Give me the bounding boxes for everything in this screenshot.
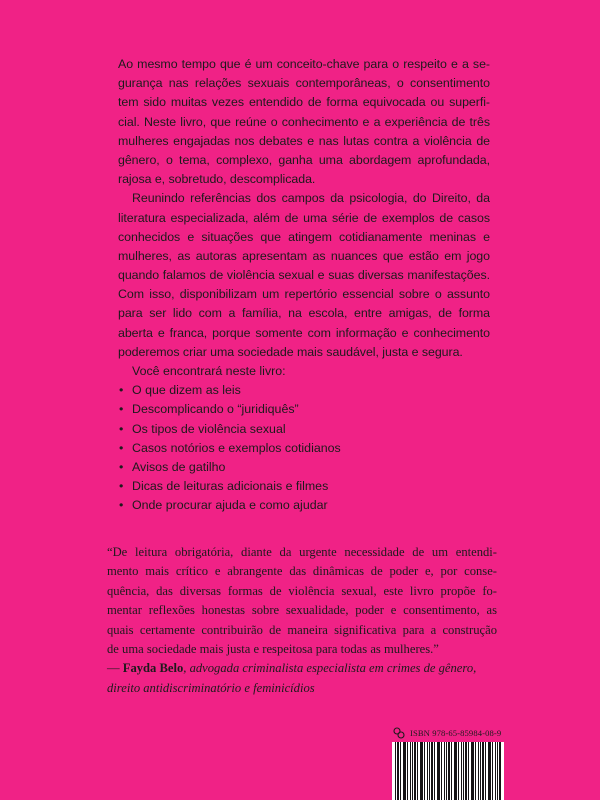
list-item-label: Dicas de leituras adicionais e filmes	[132, 479, 329, 494]
list-item	[118, 420, 490, 439]
paragraph-2-line: aberta e franca, porque somente com informação e conhecimento	[118, 325, 490, 340]
endorsement-quote	[107, 543, 497, 698]
quote-author-role-continued: direito antidiscriminatório e feminicídios	[107, 680, 315, 695]
contents-list-heading: Você encontrará neste livro:	[132, 364, 286, 378]
paragraph-2-line: conhecidos e situações que atingem cotidianamente meninas e	[118, 229, 490, 244]
quote-line: mento mais crítico e abrangente das dinâmicas de poder e, por conse-	[107, 564, 497, 579]
quote-line: “De leitura obrigatória, diante da urgente necessidade de um entendi-	[107, 545, 497, 559]
list-item	[118, 496, 490, 515]
description-text	[118, 55, 490, 362]
list-item	[118, 439, 490, 458]
quote-line: quência, das diversas formas de violência sexual, este livro propõe fo-	[107, 583, 497, 598]
list-item	[118, 400, 490, 419]
paragraph-1-line: rajosa e, sobretudo, descomplicada.	[118, 172, 316, 187]
bullet-icon: •	[119, 498, 124, 513]
paragraph-2-line: quando falamos de violência sexual e suas diversas manifestações.	[118, 268, 490, 283]
bullet-icon: •	[119, 479, 124, 494]
quote-author-name: Fayda Belo	[122, 661, 184, 676]
quote-line: quais certamente contribuirão de maneira significativa para a construção	[107, 622, 497, 637]
paragraph-1-line: gurança nas relações sexuais contemporâneas, o consentimento	[118, 76, 490, 91]
list-item	[118, 477, 490, 496]
paragraph-1-line: mulheres engajadas nos debates e nas lutas contra a violência de	[118, 133, 490, 148]
list-item	[118, 381, 490, 400]
list-item-label: O que dizem as leis	[132, 383, 241, 398]
attribution-dash: —	[107, 661, 123, 676]
quote-author-role: , advogada criminalista especialista em crimes de gênero,	[183, 661, 477, 676]
list-item-label: Onde procurar ajuda e como ajudar	[132, 498, 328, 513]
paragraph-2-line: poderemos criar uma sociedade mais saudável, justa e segura.	[118, 344, 463, 359]
quote-line: de uma sociedade mais justa e respeitosa para todas as mulheres.”	[107, 641, 439, 656]
list-item-label: Avisos de gatilho	[132, 459, 226, 474]
paragraph-1-line: cial. Neste livro, que reúne o conhecimento e a experiência de três	[118, 114, 490, 129]
paragraph-1-line: tem sido muitas vezes entendido de forma equivocada ou superfi-	[118, 95, 490, 110]
bullet-icon: •	[119, 459, 124, 474]
paragraph-2-line: para ser lido com a família, na escola, entre amigas, de forma	[118, 306, 490, 321]
list-item-label: Descomplicando o “juridiquês”	[132, 402, 299, 417]
bullet-icon: •	[119, 383, 124, 398]
bullet-icon: •	[119, 402, 124, 417]
paragraph-2-line: Reunindo referências dos campos da psicologia, do Direito, da	[132, 191, 490, 206]
recycle-icon	[392, 726, 406, 740]
paragraph-2-line: mulheres, as autoras apresentam as nuances que estão em jogo	[118, 248, 490, 263]
paragraph-1-line: gênero, o tema, complexo, ganha uma abordagem aprofundada,	[118, 152, 490, 167]
paragraph-2-line: literatura especializada, além de uma série de exemplos de casos	[118, 210, 490, 225]
contents-list	[118, 381, 490, 515]
barcode	[392, 742, 504, 800]
paragraph-2-line: Com isso, disponibilizam um repertório essencial sobre o assunto	[118, 287, 490, 302]
quote-line: mentar reflexões honestas sobre sexualidade, poder e consentimento, as	[107, 603, 497, 618]
contents-list-block	[118, 362, 490, 516]
quote-attribution-line	[107, 659, 497, 678]
isbn-row	[392, 726, 501, 740]
bullet-icon: •	[119, 440, 124, 455]
list-item-label: Os tipos de violência sexual	[132, 421, 286, 436]
list-item-label: Casos notórios e exemplos cotidianos	[132, 440, 341, 455]
isbn-number: ISBN 978-65-85984-08-9	[410, 728, 502, 738]
bullet-icon: •	[119, 421, 124, 436]
list-item	[118, 458, 490, 477]
paragraph-1-line: Ao mesmo tempo que é um conceito-chave para o respeito e a se-	[118, 57, 490, 71]
isbn-block	[392, 726, 504, 800]
